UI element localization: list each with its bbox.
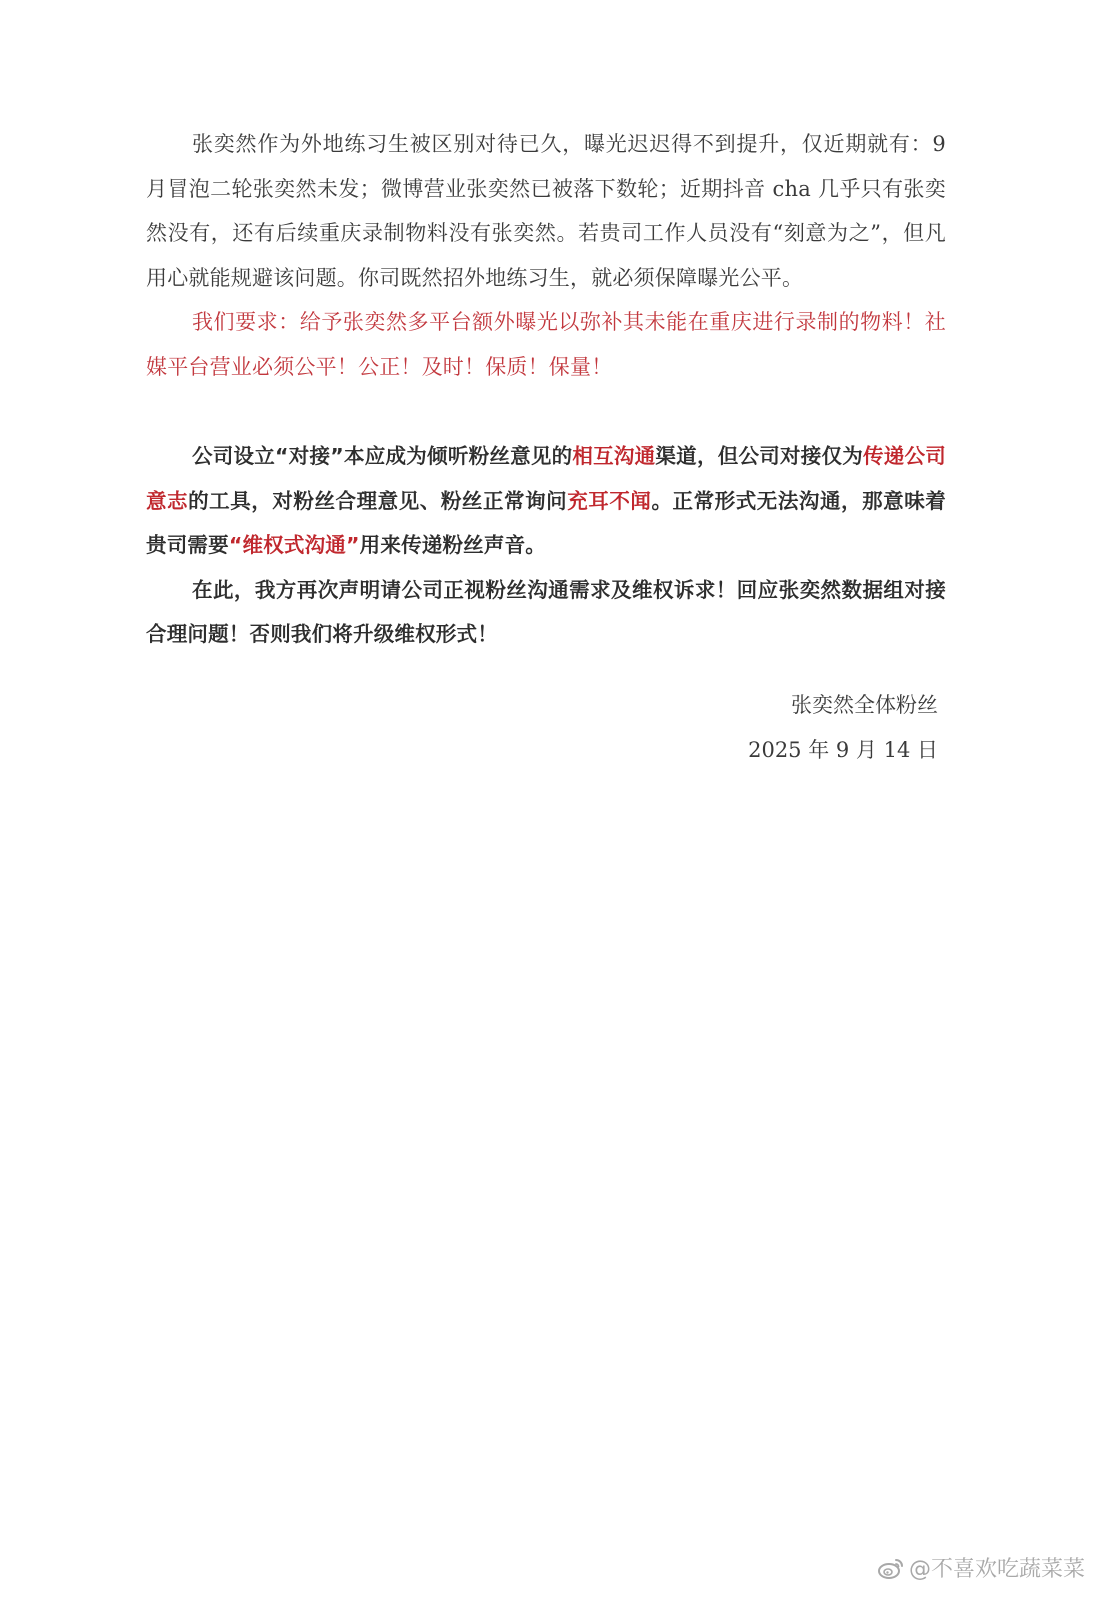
paragraph-gap: [146, 389, 946, 434]
document-body: [146, 122, 946, 773]
text-segment: 的工具，对粉丝合理意见、粉丝正常询问: [188, 488, 568, 513]
paragraph-exposure-issue: 张奕然作为外地练习生被区别对待已久，曝光迟迟得不到提升，仅近期就有：9 月冒泡二轮张奕然未发；微博营业张奕然已被落下数轮；近期抖音 cha 几乎只有张奕然没有，还有后续重庆录制物料没有张奕然。若贵司工作人员没有“刻意为之”，但凡用心就能规避该问题。你司既然招外地练习生，就必须保障曝光公平。: [146, 132, 946, 290]
highlight-mutual-communication: 相互沟通: [572, 444, 656, 468]
highlight-company-will: 传递公司意志: [146, 444, 946, 513]
date: 2025 年 9 月 14 日: [748, 737, 938, 762]
paragraph-statement: 在此，我方再次声明请公司正视粉丝沟通需求及维权诉求！回应张奕然数据组对接合理问题！否则我们将升级维权形式！: [146, 577, 946, 646]
signature: 张奕然全体粉丝: [791, 692, 938, 717]
highlight-turn-deaf-ear: 充耳不闻: [567, 488, 652, 513]
text-segment: 。正常形式无法沟通，那意味着贵司需要: [146, 488, 946, 557]
text-segment: 公司设立“对接”本应成为倾听粉丝意见的: [192, 444, 573, 468]
watermark-text: @不喜欢吃蔬菜菜: [908, 1557, 1085, 1582]
signature-block: [146, 683, 946, 773]
highlight-rights-communication: “维权式沟通”: [228, 533, 360, 557]
paragraph-communication: [146, 434, 946, 568]
weibo-icon: [877, 1556, 905, 1580]
watermark: [877, 1552, 1085, 1583]
text-segment: 渠道，但公司对接仅为: [655, 444, 864, 468]
text-segment: 用来传递粉丝声音。: [359, 533, 546, 557]
paragraph-demands: 我们要求：给予张奕然多平台额外曝光以弥补其未能在重庆进行录制的物料！社媒平台营业必须公平！公正！及时！保质！保量！: [146, 310, 946, 379]
